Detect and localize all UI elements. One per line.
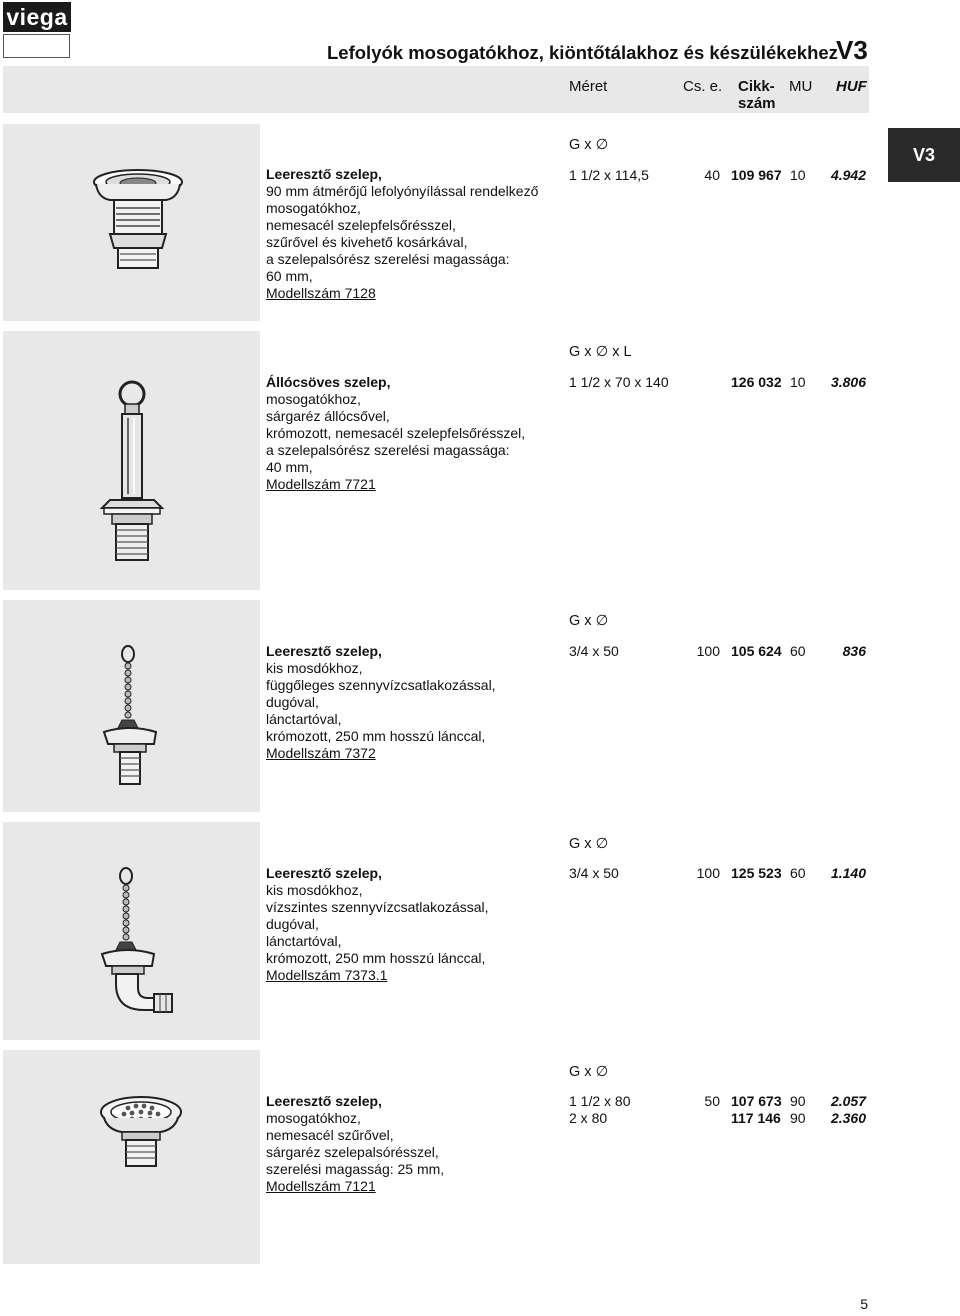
product-description-2 — [266, 374, 525, 493]
price-cell: 3.806 — [830, 374, 866, 390]
section-side-tab: V3 — [888, 128, 960, 182]
dimension-header: G x ∅ — [569, 1064, 609, 1080]
dimension-header: G x ∅ — [569, 836, 609, 852]
price-cell: 2.360 — [830, 1110, 866, 1126]
model-link[interactable]: Modellszám 7373.1 — [266, 967, 388, 983]
description-line: függőleges szennyvízcsatlakozással, — [266, 677, 496, 693]
price-cell: 4.942 — [830, 167, 866, 183]
dimension-header: G x ∅ — [569, 613, 609, 629]
description-line: 90 mm átmérőjű lefolyónyílással rendelkező — [266, 183, 539, 199]
description-line: szűrővel és kivehető kosárkával, — [266, 234, 468, 250]
mu-cell: 60 — [790, 643, 806, 659]
standpipe-valve-icon — [98, 380, 178, 564]
col-size: Méret — [569, 78, 608, 95]
model-link[interactable]: Modellszám 7721 — [266, 476, 376, 492]
description-line: krómozott, 250 mm hosszú lánccal, — [266, 728, 486, 744]
col-article-1: Cikk- — [738, 78, 775, 95]
article-number-cell: 117 146 — [731, 1110, 781, 1126]
size-cell: 2 x 80 — [569, 1110, 608, 1126]
article-number-cell: 126 032 — [731, 374, 782, 390]
strainer-waste-icon — [88, 168, 188, 272]
price-cell: 1.140 — [830, 865, 866, 881]
col-article-2: szám — [738, 95, 776, 112]
size-cell: 3/4 x 50 — [569, 865, 619, 881]
logo-frame — [3, 34, 70, 58]
article-number-cell: 105 624 — [731, 643, 782, 659]
description-line: vízszintes szennyvízcsatlakozással, — [266, 899, 489, 915]
model-link[interactable]: Modellszám 7372 — [266, 745, 376, 761]
size-cell: 3/4 x 50 — [569, 643, 619, 659]
product-description-5 — [266, 1093, 444, 1195]
description-line: nemesacél szűrővel, — [266, 1127, 394, 1143]
product-title: Leeresztő szelep, — [266, 166, 382, 182]
product-title: Leeresztő szelep, — [266, 865, 382, 881]
description-line: krómozott, 250 mm hosszú lánccal, — [266, 950, 486, 966]
column-header-bar — [3, 66, 869, 113]
article-number-cell: 109 967 — [731, 167, 782, 183]
qty-cell: 40 — [704, 167, 720, 183]
size-cell: 1 1/2 x 80 — [569, 1093, 631, 1109]
product-title: Leeresztő szelep, — [266, 1093, 382, 1109]
description-line: szerelési magasság: 25 mm, — [266, 1161, 445, 1177]
product-description-4 — [266, 865, 489, 984]
price-cell: 836 — [842, 643, 866, 659]
chain-plug-vertical-icon — [100, 644, 164, 788]
col-price: HUF — [836, 78, 867, 95]
dimension-header: G x ∅ — [569, 137, 609, 153]
description-line: dugóval, — [266, 916, 319, 932]
col-qty: Cs. e. — [683, 78, 723, 95]
mu-cell: 60 — [790, 865, 806, 881]
article-number-cell: 107 673 — [731, 1093, 782, 1109]
chain-plug-horizontal-icon — [98, 866, 178, 1014]
page-number: 5 — [860, 1296, 868, 1312]
product-description-1 — [266, 166, 538, 302]
size-cell: 1 1/2 x 70 x 140 — [569, 374, 669, 390]
description-line: mosogatókhoz, — [266, 1110, 361, 1126]
model-link[interactable]: Modellszám 7128 — [266, 285, 376, 301]
description-line: lánctartóval, — [266, 711, 342, 727]
col-mu: MU — [789, 78, 813, 95]
qty-cell: 100 — [696, 643, 720, 659]
dimension-header: G x ∅ x L — [569, 344, 632, 360]
article-number-cell: 125 523 — [731, 865, 782, 881]
size-cell: 1 1/2 x 114,5 — [569, 167, 649, 183]
viega-logo: viega — [3, 2, 71, 32]
price-cell: 2.057 — [830, 1093, 866, 1109]
description-line: sárgaréz állócsővel, — [266, 408, 390, 424]
qty-cell: 100 — [696, 865, 720, 881]
page-title: Lefolyók mosogatókhoz, kiöntőtálakhoz és készülékekhez — [327, 42, 838, 63]
strainer-plate-icon — [98, 1094, 184, 1170]
description-line: 40 mm, — [266, 459, 313, 475]
model-link[interactable]: Modellszám 7121 — [266, 1178, 376, 1194]
description-line: kis mosdókhoz, — [266, 660, 363, 676]
description-line: a szelepalsórész szerelési magassága: — [266, 251, 510, 267]
description-line: kis mosdókhoz, — [266, 882, 363, 898]
description-line: krómozott, nemesacél szelepfelsőrésszel, — [266, 425, 526, 441]
qty-cell: 50 — [704, 1093, 720, 1109]
description-line: a szelepalsórész szerelési magassága: — [266, 442, 510, 458]
description-line: nemesacél szelepfelsőrésszel, — [266, 217, 456, 233]
mu-cell: 90 — [790, 1110, 806, 1126]
description-line: lánctartóval, — [266, 933, 342, 949]
description-line: mosogatókhoz, — [266, 200, 361, 216]
description-line: 60 mm, — [266, 268, 313, 284]
mu-cell: 10 — [790, 167, 806, 183]
section-code: V3 — [836, 35, 868, 65]
mu-cell: 90 — [790, 1093, 806, 1109]
product-title: Leeresztő szelep, — [266, 643, 382, 659]
product-title: Állócsöves szelep, — [266, 374, 391, 390]
mu-cell: 10 — [790, 374, 806, 390]
description-line: dugóval, — [266, 694, 319, 710]
product-description-3 — [266, 643, 496, 762]
description-line: sárgaréz szelepalsórésszel, — [266, 1144, 439, 1160]
description-line: mosogatókhoz, — [266, 391, 361, 407]
